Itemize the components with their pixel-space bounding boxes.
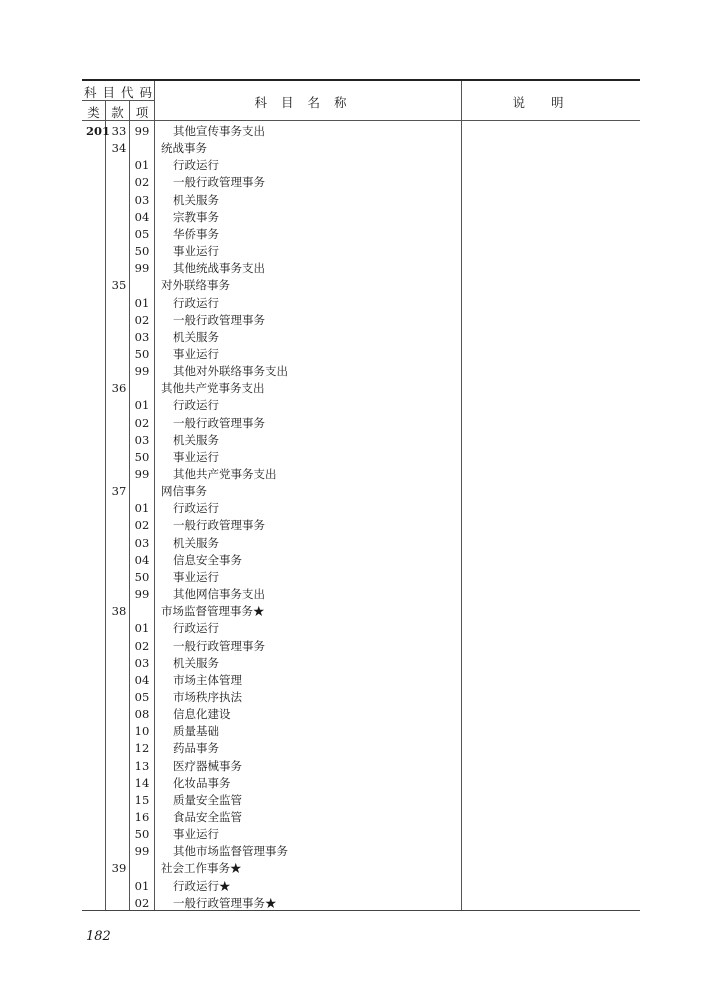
cell-xiang: 99 [134,364,150,379]
cell-subject-name: 事业运行 [173,569,219,584]
cell-subject-name: 一般行政管理事务 [173,175,265,190]
cell-subject-name: 其他网信事务支出 [173,587,265,602]
cell-subject-name: 机关服务 [173,535,219,550]
cell-subject-name: 化妆品事务 [173,775,231,790]
col-divider-lei [105,101,106,910]
cell-xiang: 50 [134,244,150,259]
cell-subject-name: 行政运行 [173,295,219,310]
col-divider-note [461,81,462,910]
cell-subject-name: 药品事务 [173,741,219,756]
cell-subject-name: 行政运行 [173,501,219,516]
cell-subject-name: 宗教事务 [173,209,219,224]
cell-xiang: 10 [134,724,150,739]
col-divider-kuan [129,101,130,910]
cell-xiang: 04 [134,672,150,687]
header-note: 说明 [512,95,590,110]
cell-subject-name: 一般行政管理事务 [173,518,265,533]
cell-subject-name: 信息化建设 [173,707,231,722]
cell-kuan: 39 [111,861,127,876]
header-kuan: 款 [111,105,124,120]
cell-xiang: 14 [134,775,150,790]
cell-lei: 201 [86,124,111,138]
cell-xiang: 16 [134,810,150,824]
cell-xiang: 99 [134,124,150,138]
cell-subject-name: 其他市场监督管理事务 [173,844,288,859]
cell-subject-name: 市场监督管理事务★ [161,604,265,619]
cell-xiang: 02 [134,638,150,653]
cell-kuan: 35 [111,278,127,293]
cell-subject-name: 一般行政管理事务 [173,638,265,653]
cell-kuan: 33 [111,124,127,138]
cell-kuan: 34 [111,141,127,156]
cell-xiang: 12 [134,741,150,756]
header-xiang: 项 [135,105,149,120]
cell-xiang: 04 [134,209,150,224]
cell-subject-name: 其他统战事务支出 [173,261,265,276]
cell-kuan: 36 [111,381,127,396]
header-lei: 类 [87,105,100,120]
cell-subject-name: 其他宣传事务支出 [173,124,265,138]
cell-xiang: 05 [134,226,150,241]
cell-xiang: 01 [134,158,150,173]
cell-xiang: 99 [134,844,150,859]
cell-xiang: 03 [134,192,150,207]
cell-subject-name: 其他共产党事务支出 [173,467,277,481]
cell-subject-name: 食品安全监管 [173,810,242,824]
cell-xiang: 01 [134,398,150,413]
cell-xiang: 05 [134,689,150,704]
col-divider-code [154,81,155,910]
cell-subject-name: 质量安全监管 [173,792,242,807]
cell-xiang: 01 [134,295,150,310]
header-bottom-rule [82,120,640,121]
cell-subject-name: 事业运行 [173,244,219,259]
header-code-group: 科目代码 [83,85,158,100]
cell-subject-name: 市场主体管理 [173,672,242,687]
cell-subject-name: 一般行政管理事务 [173,312,265,327]
cell-subject-name: 行政运行★ [173,878,231,893]
cell-xiang: 50 [134,449,150,464]
cell-subject-name: 信息安全事务 [173,552,242,567]
cell-subject-name: 网信事务 [161,484,207,499]
cell-subject-name: 机关服务 [173,655,219,670]
cell-xiang: 04 [134,552,150,567]
cell-subject-name: 社会工作事务★ [161,861,242,876]
cell-xiang: 50 [134,569,150,584]
cell-subject-name: 一般行政管理事务★ [173,895,277,910]
cell-xiang: 03 [134,432,150,447]
cell-xiang: 03 [134,329,150,344]
cell-subject-name: 事业运行 [173,449,219,464]
cell-xiang: 13 [134,758,150,773]
cell-subject-name: 其他对外联络事务支出 [173,364,288,379]
cell-subject-name: 质量基础 [173,724,219,739]
cell-xiang: 02 [134,175,150,190]
cell-kuan: 38 [111,604,127,619]
cell-xiang: 15 [134,792,150,807]
cell-subject-name: 机关服务 [173,329,219,344]
cell-subject-name: 事业运行 [173,827,219,842]
cell-subject-name: 一般行政管理事务 [173,415,265,430]
cell-subject-name: 机关服务 [173,192,219,207]
cell-xiang: 08 [134,707,150,722]
header-subject-name: 科目名称 [254,95,361,110]
cell-subject-name: 行政运行 [173,621,219,636]
cell-subject-name: 机关服务 [173,432,219,447]
cell-subject-name: 医疗器械事务 [173,758,242,773]
cell-xiang: 02 [134,518,150,533]
cell-xiang: 99 [134,467,150,481]
cell-subject-name: 市场秩序执法 [173,689,242,704]
cell-subject-name: 华侨事务 [173,226,219,241]
cell-subject-name: 行政运行 [173,158,219,173]
cell-xiang: 01 [134,501,150,516]
cell-xiang: 50 [134,346,150,361]
cell-kuan: 37 [111,484,127,499]
cell-xiang: 02 [134,312,150,327]
cell-xiang: 03 [134,535,150,550]
page-number: 182 [86,929,111,944]
cell-xiang: 01 [134,621,150,636]
budget-subject-table [82,79,640,911]
cell-subject-name: 事业运行 [173,346,219,361]
cell-subject-name: 行政运行 [173,398,219,413]
cell-xiang: 02 [134,895,150,910]
cell-xiang: 50 [134,827,150,842]
cell-xiang: 01 [134,878,150,893]
cell-xiang: 02 [134,415,150,430]
cell-xiang: 99 [134,587,150,602]
cell-subject-name: 统战事务 [161,141,207,156]
cell-xiang: 03 [134,655,150,670]
cell-xiang: 99 [134,261,150,276]
cell-subject-name: 对外联络事务 [161,278,230,293]
cell-subject-name: 其他共产党事务支出 [161,381,265,396]
